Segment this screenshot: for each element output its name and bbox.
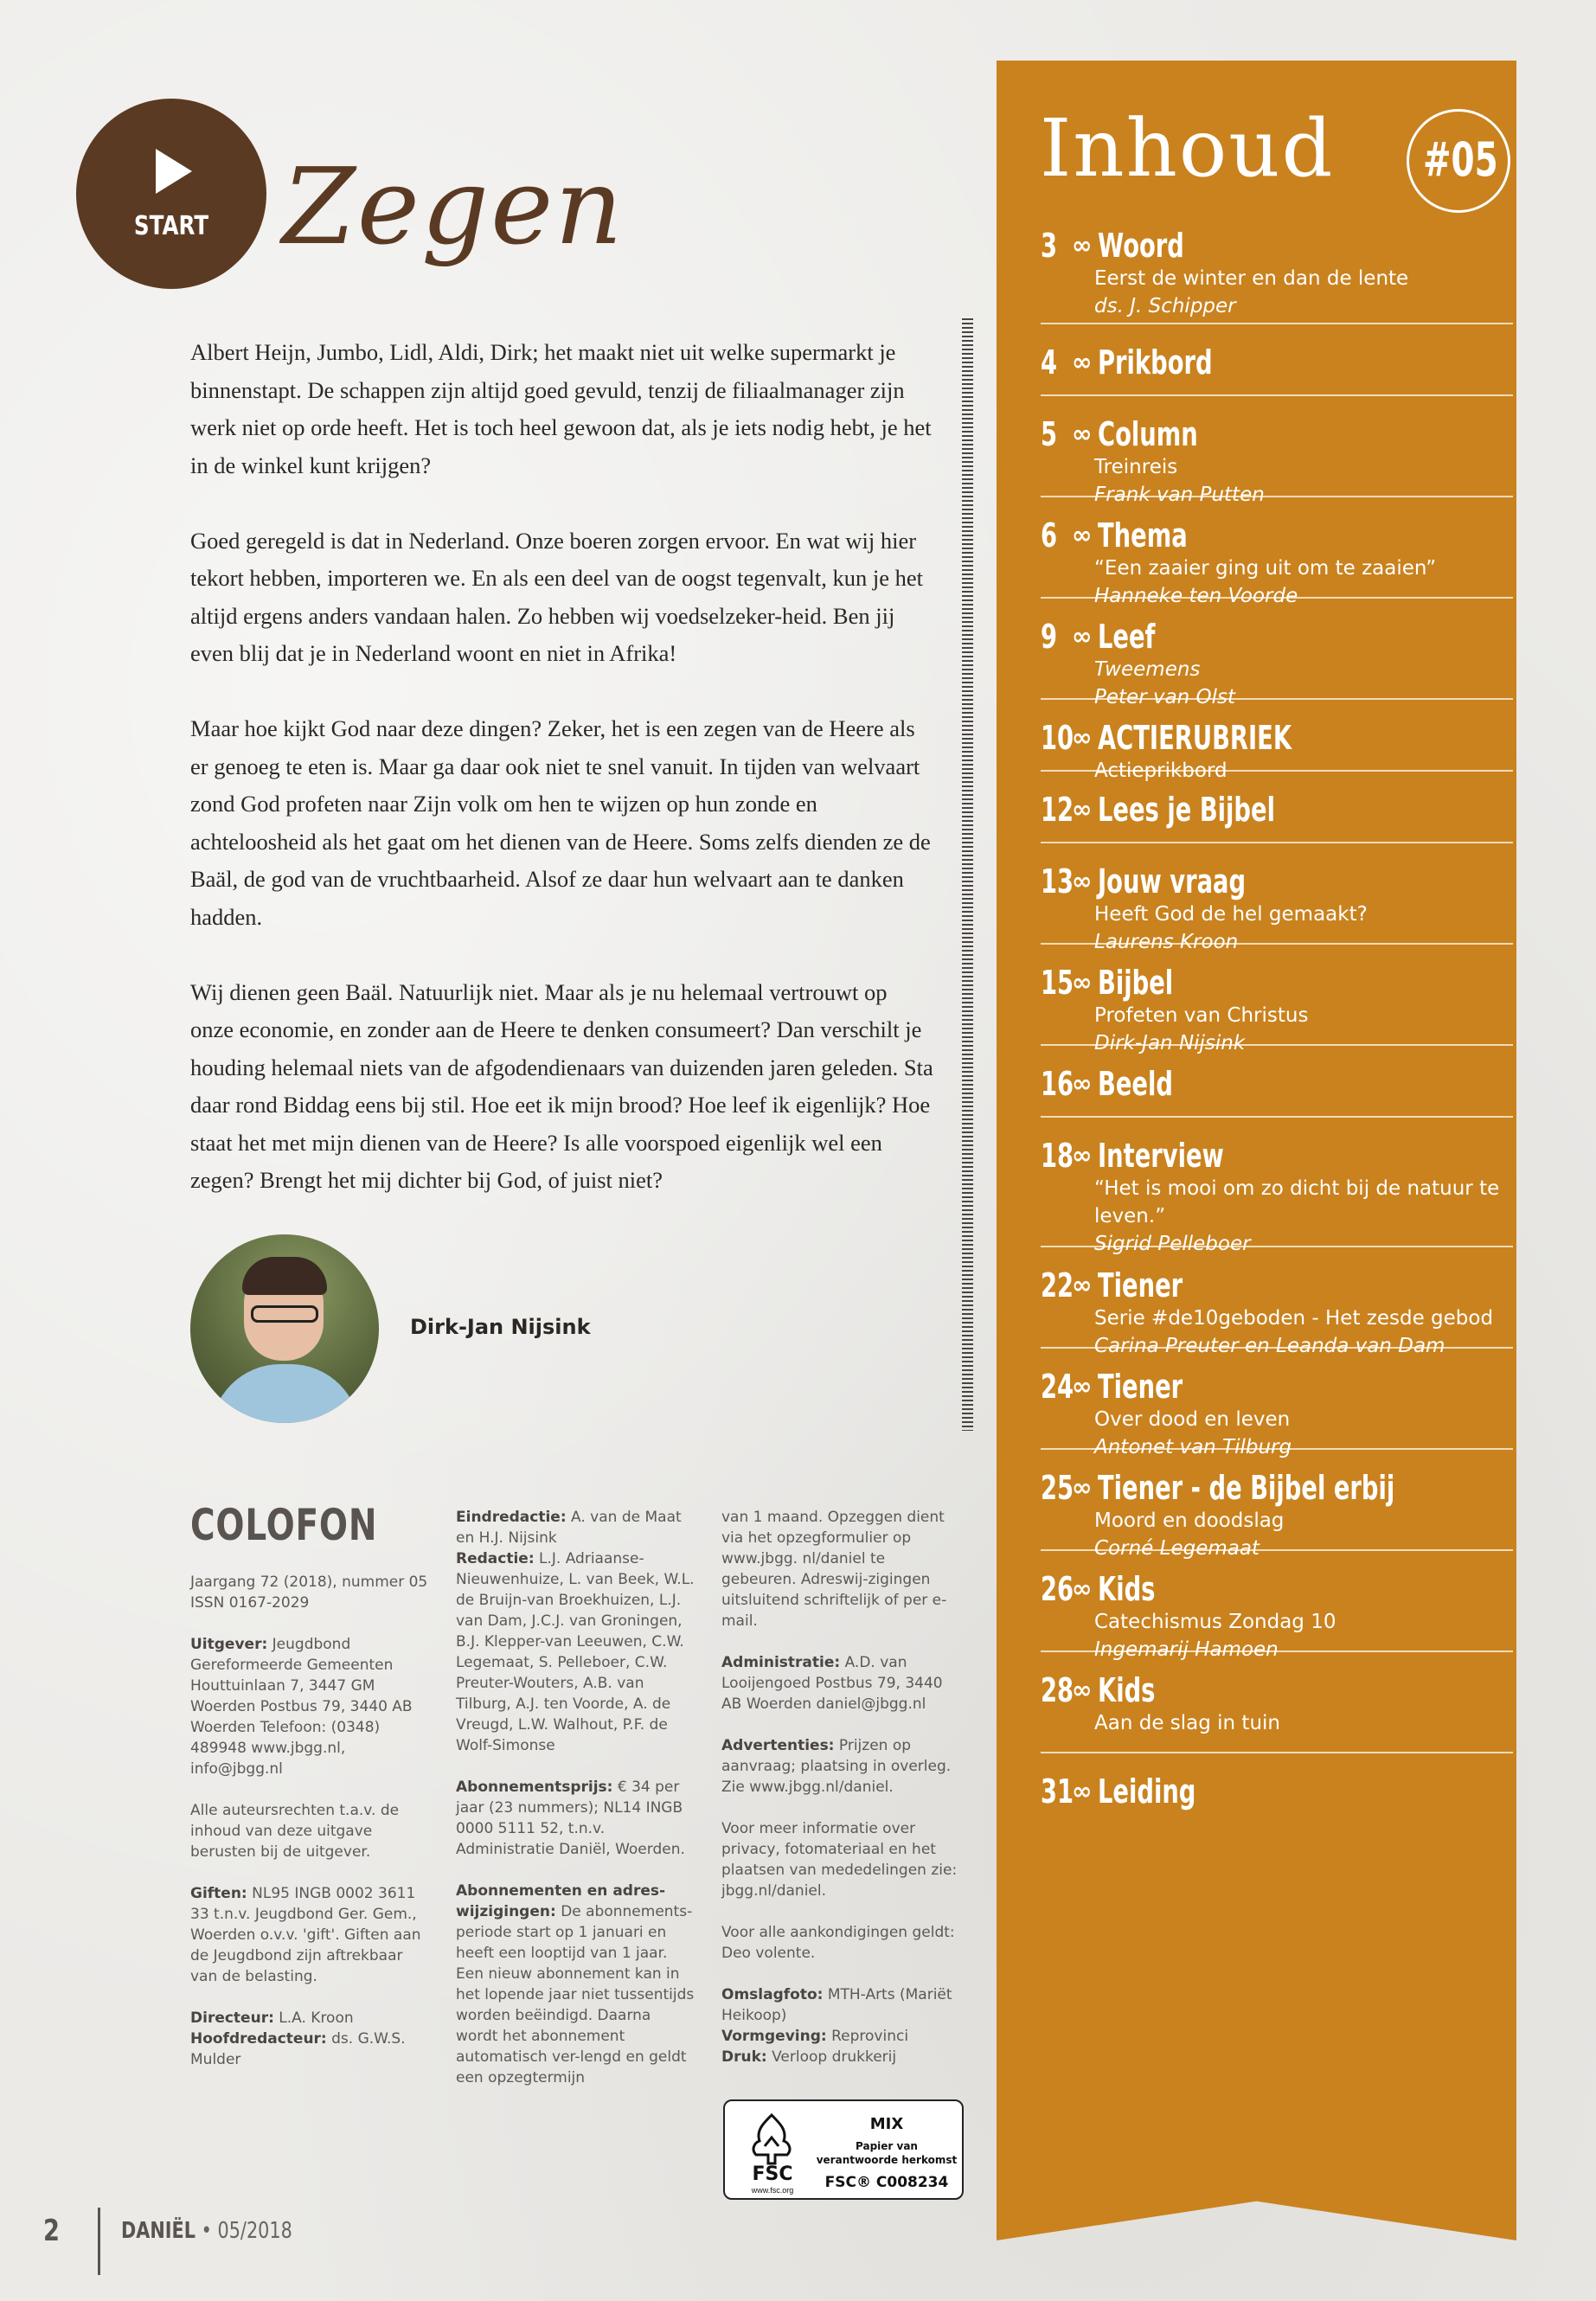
toc-page-number: 16 <box>1041 1065 1074 1103</box>
infinity-icon: ∞ <box>1072 795 1093 824</box>
toc-section-title: Jouw vraag <box>1098 862 1247 901</box>
toc-item[interactable] <box>1041 1046 1513 1118</box>
toc-author: Hanneke ten Voorde <box>1094 585 1298 607</box>
toc-subtitle: Moord en doodslag <box>1094 1509 1285 1532</box>
colofon-block: van 1 maand. Opzeggen dient via het opzegformulier op www.jbgg. nl/daniel te gebeuren. Adreswij-zigingen uitsluitend schriftelijk of per e-mail. <box>721 1509 947 1630</box>
page-title: Zegen <box>282 145 625 268</box>
colofon-block: Directeur: L.A. Kroon Hoofdredacteur: ds. G.W.S. Mulder <box>190 2009 406 2068</box>
fsc-mix: MIX <box>869 2115 904 2133</box>
fsc-subtitle: Papier van verantwoorde herkomst <box>816 2140 958 2166</box>
toc-item[interactable] <box>1041 843 1513 953</box>
toc-page-number: 15 <box>1041 964 1074 1002</box>
colofon-block: Jaargang 72 (2018), nummer 05 ISSN 0167-2029 <box>190 1574 428 1612</box>
toc-subtitle: Eerst de winter en dan de lente <box>1094 267 1409 290</box>
toc-section-title: Tiener <box>1098 1266 1183 1304</box>
toc-item[interactable] <box>1041 1551 1513 1661</box>
toc-author: Dirk-Jan Nijsink <box>1094 1032 1246 1054</box>
toc-subtitle: Actieprikbord <box>1094 760 1227 782</box>
toc-item[interactable] <box>1041 1247 1513 1357</box>
colofon-block: Giften: NL95 INGB 0002 3611 33 t.n.v. Jeugdbond Ger. Gem., Woerden o.v.v. 'gift'. Giften aan de Jeugdbond zijn aftrekbaar van de belasting. <box>190 1885 421 1985</box>
infinity-icon: ∞ <box>1072 1777 1093 1805</box>
colofon-column-3 <box>721 1507 960 2088</box>
play-icon <box>156 149 192 194</box>
issue-badge: #05 <box>1407 109 1510 213</box>
article-paragraph: Albert Heijn, Jumbo, Lidl, Aldi, Dirk; het maakt niet uit welke supermarkt je binnenstapt. De schappen zijn altijd goed gevuld, tenzij de filiaalmanager zijn werk niet op orde heeft. Het is toch heel gewoon dat, als je iets nodig hebt, je het in de winkel kunt krijgen? <box>190 339 932 478</box>
fsc-url: www.fsc.org <box>751 2186 794 2195</box>
toc-item[interactable] <box>1041 1753 1513 1825</box>
colofon-column-1 <box>190 1572 429 2091</box>
article-paragraph: Goed geregeld is dat in Nederland. Onze boeren zorgen ervoor. En wat wij hier tekort hebben, importeren we. En als een deel van de oogst tegenvalt, kun je het altijd ergens anders vandaan halen. Zo hebben wij voedselzeker-heid. Ben jij even blij dat je in Nederland woont en niet in Afrika! <box>190 527 923 666</box>
toc-page-number: 31 <box>1041 1772 1074 1811</box>
colofon-block: Abonnementen en adres-wijzigingen: De abonnements-periode start op 1 januari en heeft een looptijd van 1 jaar. Een nieuw abonnement kan in het lopende jaar niet tussentijds worden beëindigd. Daarna wordt het abonnement automatisch ver-lengd en geldt een opzegtermijn <box>456 1882 695 2086</box>
toc-item[interactable] <box>1041 772 1513 843</box>
toc-section-title: ACTIERUBRIEK <box>1098 719 1292 757</box>
toc-subtitle: Catechismus Zondag 10 <box>1094 1611 1336 1633</box>
infinity-icon: ∞ <box>1072 1141 1093 1170</box>
toc-item[interactable] <box>1041 1450 1513 1560</box>
toc-page-number: 25 <box>1041 1469 1074 1507</box>
toc-item[interactable] <box>1041 700 1513 782</box>
toc-item[interactable] <box>1041 599 1513 708</box>
toc-author: Tweemens <box>1094 658 1201 681</box>
toc-page-number: 6 <box>1041 516 1058 554</box>
toc-author: Ingemarij Hamoen <box>1094 1638 1279 1661</box>
toc-page-number: 28 <box>1041 1671 1074 1709</box>
toc-subtitle: “Een zaaier ging uit om te zaaien” <box>1094 557 1437 580</box>
toc-page-number: 18 <box>1041 1137 1074 1175</box>
infinity-icon: ∞ <box>1072 420 1093 448</box>
toc-author: Carina Preuter en Leanda van Dam <box>1094 1335 1445 1357</box>
colofon-block: Voor alle aankondigingen geldt: Deo volente. <box>721 1924 955 1962</box>
toc-page-number: 5 <box>1041 415 1058 453</box>
author-photo <box>190 1234 379 1423</box>
start-badge <box>76 99 266 289</box>
infinity-icon: ∞ <box>1072 622 1093 651</box>
page-number: 2 <box>43 2214 60 2248</box>
toc-page-number: 26 <box>1041 1570 1074 1608</box>
colofon-block: Abonnementsprijs: € 34 per jaar (23 nummers); NL14 INGB 0000 5111 52, t.n.v. Administratie Daniël, Woerden. <box>456 1779 685 1858</box>
fsc-word: FSC <box>752 2163 793 2185</box>
toc-subtitle: Treinreis <box>1094 456 1178 478</box>
colofon-block: Eindredactie: A. van de Maat en H.J. Nijsink Redactie: L.J. Adriaanse-Nieuwenhuize, L. van Beek, W.L. de Bruijn-van Broekhuizen, L.J. van Dam, J.C.J. van Groningen, B.J. Klepper-van Leeuwen, C.W. Legemaat, S. Pelleboer, C.W. Preuter-Wouters, A.B. van Tilburg, A.J. ten Voorde, A. de Vreugd, L.W. Walhout, P.F. de Wolf-Simonse <box>456 1509 695 1754</box>
infinity-icon: ∞ <box>1072 1676 1093 1704</box>
infinity-icon: ∞ <box>1072 968 1093 997</box>
toc-section-title: Column <box>1098 415 1198 453</box>
toc-section-title: Tiener <box>1098 1368 1183 1406</box>
toc-subtitle: Aan de slag in tuin <box>1094 1712 1280 1734</box>
colofon-block: Uitgever: Jeugdbond Gereformeerde Gemeenten Houttuinlaan 7, 3447 GM Woerden Postbus 79, 3440 AB Woerden Telefoon: (0348) 489948 www.jbgg.nl, info@jbgg.nl <box>190 1636 413 1778</box>
colofon-block: Administratie: A.D. van Looijengoed Postbus 79, 3440 AB Woerden daniel@jbgg.nl <box>721 1654 943 1713</box>
toc-item[interactable] <box>1041 945 1513 1054</box>
infinity-icon: ∞ <box>1072 867 1093 895</box>
toc-section-title: Thema <box>1098 516 1188 554</box>
infinity-icon: ∞ <box>1072 231 1093 260</box>
colofon-block: Omslagfoto: MTH-Arts (Mariët Heikoop) Vormgeving: Reprovinci Druk: Verloop drukkerij <box>721 1986 952 2066</box>
toc-item[interactable] <box>1041 1349 1513 1458</box>
toc-section-title: Beeld <box>1098 1065 1173 1103</box>
toc-subtitle: Heeft God de hel gemaakt? <box>1094 903 1368 926</box>
toc-page-number: 10 <box>1041 719 1074 757</box>
article-paragraph: Wij dienen geen Baäl. Natuurlijk niet. Maar als je nu helemaal vertrouwt op onze economie, en zonder aan de Heere te denken consumeert? Dan verschilt je houding helemaal niets van de afgodendienaars van duizenden jaren geleden. Sta daar rond Biddag eens bij stil. Hoe eet ik mijn brood? Hoe leef ik eigenlijk? Hoe staat het met mijn dienen van de Heere? Is alle voorspoed eigenlijk wel een zegen? Brengt het mij dichter bij God, of juist niet? <box>190 978 933 1193</box>
infinity-icon: ∞ <box>1072 1271 1093 1299</box>
infinity-icon: ∞ <box>1072 1574 1093 1603</box>
colofon-title: COLOFON <box>190 1500 378 1550</box>
colofon-block: Alle auteursrechten t.a.v. de inhoud van deze uitgave berusten bij de uitgever. <box>190 1802 400 1861</box>
toc-page-number: 12 <box>1041 791 1074 829</box>
toc-page-number: 4 <box>1041 343 1058 381</box>
toc-page-number: 3 <box>1041 227 1058 265</box>
toc-author: Corné Legemaat <box>1094 1537 1259 1560</box>
infinity-icon: ∞ <box>1072 1069 1093 1098</box>
toc-section-title: Lees je Bijbel <box>1098 791 1275 829</box>
toc-page-number: 22 <box>1041 1266 1074 1304</box>
toc-item[interactable] <box>1041 1652 1513 1753</box>
toc-author: Frank van Putten <box>1094 484 1265 506</box>
toc-item[interactable] <box>1041 497 1513 607</box>
toc-section-title: Kids <box>1098 1671 1156 1709</box>
toc-section-title: Prikbord <box>1098 343 1213 381</box>
toc-section-title: Bijbel <box>1098 964 1174 1002</box>
author-name: Dirk-Jan Nijsink <box>410 1315 591 1339</box>
start-label: START <box>133 211 209 241</box>
vertical-divider <box>962 318 973 1431</box>
toc-author: Laurens Kroon <box>1094 931 1239 953</box>
infinity-icon: ∞ <box>1072 1372 1093 1400</box>
footer-magazine: DANIËL • 05/2018 <box>121 2218 292 2244</box>
toc-item[interactable] <box>1041 324 1513 396</box>
toc-section-title: Woord <box>1098 227 1184 265</box>
toc-author: ds. J. Schipper <box>1094 295 1236 317</box>
colofon-block: Voor meer informatie over privacy, fotomateriaal en het plaatsen van mededelingen zie: jbgg.nl/daniel. <box>721 1820 958 1900</box>
toc-page-number: 13 <box>1041 862 1074 901</box>
toc-author: Peter van Olst <box>1094 686 1236 708</box>
toc-item[interactable] <box>1041 1118 1513 1255</box>
table-of-contents <box>1041 223 1513 1825</box>
toc-subtitle: Profeten van Christus <box>1094 1004 1309 1027</box>
infinity-icon: ∞ <box>1072 348 1093 376</box>
fsc-logo <box>723 2099 964 2200</box>
infinity-icon: ∞ <box>1072 521 1093 549</box>
article-body <box>190 334 934 1237</box>
toc-subtitle: Over dood en leven <box>1094 1408 1291 1431</box>
toc-author: Antonet van Tilburg <box>1094 1436 1292 1458</box>
toc-section-title: Tiener - de Bijbel erbij <box>1098 1469 1395 1507</box>
article-paragraph: Maar hoe kijkt God naar deze dingen? Zeker, het is een zegen van de Heere als er genoeg te eten is. Maar ga daar ook niet te snel vanuit. In tijden van welvaart zond God profeten naar Zijn volk om hen te wijzen op hun zonde en achteloosheid als het gaat om het dienen van de Heere. Soms zelfs dienden ze de Baäl, de god van de vruchtbaarheid. Alsof ze daar hun welvaart aan te danken hadden. <box>190 715 931 930</box>
fsc-code: FSC® C008234 <box>824 2174 949 2191</box>
colofon-block: Advertenties: Prijzen op aanvraag; plaatsing in overleg. Zie www.jbgg.nl/daniel. <box>721 1737 952 1796</box>
toc-item[interactable] <box>1041 223 1513 324</box>
toc-subtitle: “Het is mooi om zo dicht bij de natuur te leven.” <box>1094 1177 1500 1227</box>
colofon-column-2 <box>456 1507 695 2109</box>
toc-section-title: Leiding <box>1098 1772 1196 1811</box>
toc-section-title: Kids <box>1098 1570 1156 1608</box>
infinity-icon: ∞ <box>1072 723 1093 752</box>
toc-page-number: 9 <box>1041 618 1058 656</box>
toc-subtitle: Serie #de10geboden - Het zesde gebod <box>1094 1307 1494 1330</box>
toc-section-title: Leef <box>1098 618 1156 656</box>
toc-title: Inhoud <box>1040 102 1335 195</box>
toc-author: Sigrid Pelleboer <box>1094 1233 1251 1255</box>
toc-item[interactable] <box>1041 396 1513 506</box>
infinity-icon: ∞ <box>1072 1473 1093 1502</box>
toc-page-number: 24 <box>1041 1368 1074 1406</box>
fsc-tree-icon <box>737 2112 806 2167</box>
toc-section-title: Interview <box>1098 1137 1224 1175</box>
footer-divider <box>98 2208 100 2275</box>
